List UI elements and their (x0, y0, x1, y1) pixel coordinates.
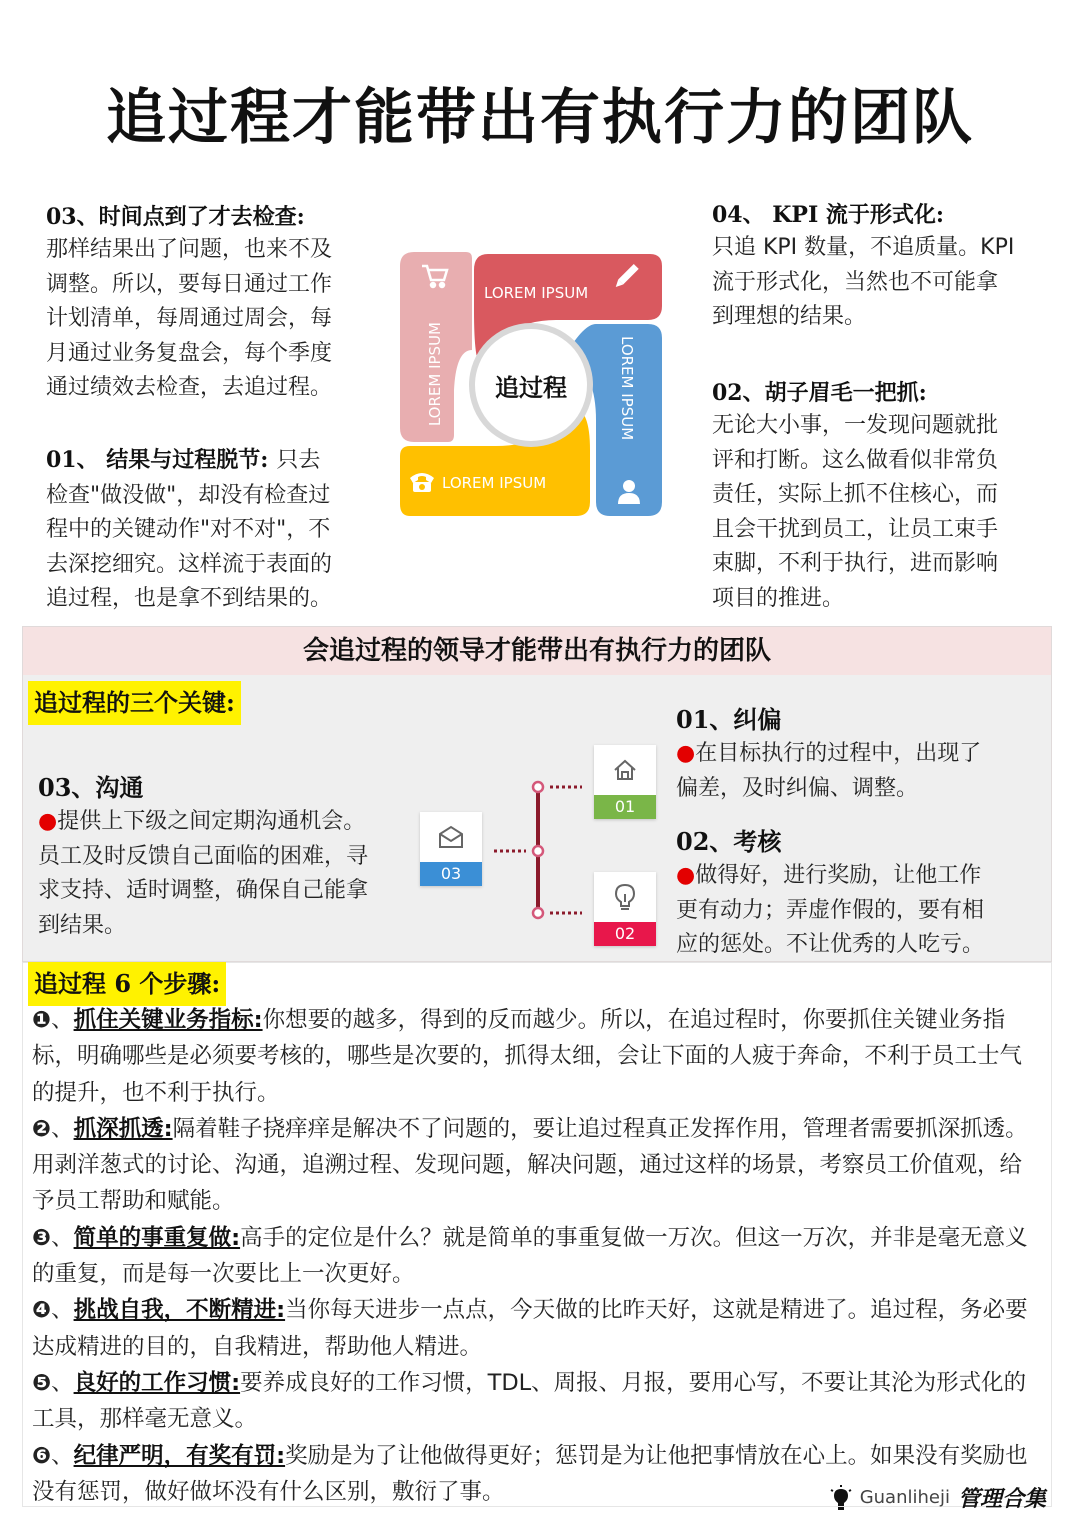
step-number-icon: ❶ (32, 1007, 52, 1033)
connector-node (533, 908, 543, 918)
key-03-line: 提供上下级之间定期沟通机会。 (57, 809, 366, 834)
problem-04-line: 只追 KPI 数量，不追质量。KPI (712, 235, 1015, 260)
problem-02-line: 责任，实际上抓不住核心，而 (712, 482, 999, 507)
diagram-top-label: LOREM IPSUM (484, 284, 589, 302)
key-points-header: 会追过程的领导才能带出有执行力的团队 (23, 627, 1051, 675)
step-number-icon: ❸ (32, 1224, 52, 1251)
key-01-line: 偏差，及时纠偏、调整。 (676, 775, 919, 801)
step-number-icon: ❹ (32, 1297, 52, 1324)
connector-node (533, 782, 543, 792)
key-02-line: 应的惩处。不让优秀的人吃亏。 (676, 932, 985, 957)
key-02-number: 02 (594, 922, 656, 946)
envelope-icon (420, 812, 482, 862)
problem-04-heading: 04、 KPI 流于形式化: (712, 202, 945, 228)
page-title: 追过程才能带出有执行力的团队 (106, 83, 974, 153)
problem-03-block (46, 200, 376, 406)
footer-brand (830, 1482, 1046, 1513)
problem-01-line: 追过程，也是拿不到结果的。 (46, 586, 333, 611)
step-text: 要养成良好的工作习惯，TDL、周报、月报，要用心写，不要让其沦为形式化的工具，那样毫无意义。 (32, 1369, 1027, 1433)
steps-label: 追过程 6 个步骤: (28, 962, 226, 1006)
step-number-icon: ❺ (32, 1369, 52, 1396)
step-item (32, 1292, 1044, 1365)
step-keyword: 纪律严明，有奖有罚: (73, 1442, 286, 1469)
step-separator: 、 (51, 1224, 74, 1251)
step-text: 奖励是为了让他做得更好；惩罚是为让他把事情放在心上。如果没有奖励也没有惩罚，做好做坏没有什么区别，敷衍了事。 (32, 1442, 1028, 1505)
problem-02-line: 束脚，不利于执行，进而影响 (712, 551, 999, 576)
problem-03-line: 月通过业务复盘会，每个季度 (46, 340, 333, 366)
key-02-line: 更有动力；弄虚作假的，要有相 (676, 897, 985, 923)
step-separator: 、 (51, 1007, 74, 1033)
key-03-heading: 03、沟通 (38, 773, 144, 802)
step-separator: 、 (51, 1297, 74, 1324)
key-03-number: 03 (420, 862, 482, 886)
problem-02-block (712, 376, 1052, 616)
key-02-heading: 02、考核 (676, 827, 782, 856)
step-text: 隔着鞋子挠痒痒是解决不了问题的，要让追过程真正发挥作用，管理者需要抓深抓透。用剥洋葱式的讨论、沟通，追溯过程、发现问题，解决问题，通过这样的场景，考察员工价值观，给予员工帮助和赋能。 (32, 1115, 1028, 1215)
step-keyword: 抓住关键业务指标: (73, 1007, 263, 1033)
key-02-badge (594, 872, 656, 946)
step-separator: 、 (51, 1442, 74, 1469)
key-01-line: 在目标执行的过程中，出现了 (695, 741, 982, 766)
process-diagram (396, 250, 666, 520)
key-01-block (676, 700, 1046, 806)
red-bullet-icon: ● (676, 741, 696, 766)
key-01-heading: 01、纠偏 (676, 705, 782, 734)
problem-02-line: 且会干扰到员工，让员工束手 (712, 516, 999, 542)
diagram-left-label: LOREM IPSUM (426, 322, 444, 427)
red-bullet-icon: ● (38, 809, 58, 834)
key-02-line: 做得好，进行奖励，让他工作 (695, 863, 982, 888)
key-points-label: 追过程的三个关键: (28, 681, 241, 725)
footer-brand-cn: 管理合集 (957, 1486, 1046, 1512)
key-03-line: 到结果。 (38, 912, 127, 938)
key-03-block (38, 768, 418, 943)
key-01-number: 01 (594, 795, 656, 819)
step-item (32, 1220, 1044, 1293)
step-number-icon: ❷ (32, 1115, 52, 1142)
step-keyword: 良好的工作习惯: (73, 1369, 241, 1396)
problem-04-block (712, 198, 1052, 335)
problem-01-heading: 01、 结果与过程脱节: (46, 447, 269, 473)
step-keyword: 抓深抓透: (73, 1115, 173, 1142)
diagram-bottom-label: LOREM IPSUM (442, 474, 547, 492)
problem-04-line: 到理想的结果。 (712, 304, 867, 329)
problem-02-line: 项目的推进。 (712, 585, 845, 611)
step-number-icon: ❻ (32, 1442, 52, 1469)
step-separator: 、 (51, 1115, 74, 1142)
red-bullet-icon: ● (676, 863, 696, 888)
problem-02-line: 评和打断。这么做看似非常负 (712, 447, 999, 473)
key-01-badge (594, 745, 656, 819)
problem-04-line: 流于形式化，当然也不可能拿 (712, 269, 999, 295)
lightbulb-logo-icon (830, 1485, 852, 1511)
step-item (32, 1002, 1044, 1111)
problem-03-line: 计划清单，每周通过周会，每 (46, 306, 333, 331)
problem-01-line: 去深挖细究。这样流于表面的 (46, 551, 333, 577)
connector-graphic (490, 780, 590, 920)
step-text: 高手的定位是什么？就是简单的事重复做一万次。但这一万次，并非是毫无意义的重复，而是每一次要比上一次更好。 (32, 1224, 1028, 1288)
problem-02-heading: 02、胡子眉毛一把抓: (712, 380, 927, 406)
step-item (32, 1365, 1044, 1438)
key-03-line: 求支持、适时调整，确保自己能拿 (38, 878, 369, 903)
step-text: 当你每天进步一点点，今天做的比昨天好，这就是精进了。追过程，务必要达成精进的目的，自我精进，帮助他人精进。 (32, 1297, 1028, 1360)
diagram-center-label: 追过程 (495, 374, 567, 402)
diagram-right-label: LOREM IPSUM (618, 336, 636, 441)
problem-03-heading: 03、时间点到了才去检查: (46, 204, 305, 230)
step-separator: 、 (51, 1369, 74, 1396)
problem-01-line: 程中的关键动作"对不对"，不 (46, 517, 331, 542)
home-icon (594, 745, 656, 795)
step-text: 你想要的越多，得到的反而越少。所以，在追过程时，你要抓住关键业务指标，明确哪些是必须要考核的，哪些是次要的，抓得太细，会让下面的人疲于奔命，不利于员工士气的提升，也不利于执行。 (32, 1007, 1023, 1106)
problem-01-inline: 只去 (276, 448, 321, 473)
key-02-block (676, 822, 1046, 963)
phone-icon (410, 473, 434, 492)
lightbulb-icon (594, 872, 656, 922)
step-keyword: 挑战自我，不断精进: (73, 1297, 286, 1324)
problem-03-line: 通过绩效去检查，去追过程。 (46, 375, 333, 400)
footer-brand-name: Guanliheji (859, 1487, 950, 1508)
problem-02-line: 无论大小事，一发现问题就批 (712, 413, 999, 438)
connector-node (533, 846, 543, 856)
key-03-badge (420, 812, 482, 886)
step-item (32, 1111, 1044, 1220)
problem-01-block (46, 443, 376, 617)
key-03-line: 员工及时反馈自己面临的困难，寻 (38, 843, 369, 869)
problem-03-line: 调整。所以，要每日通过工作 (46, 271, 333, 297)
problem-03-line: 那样结果出了问题，也来不及 (46, 237, 333, 262)
problem-01-line: 检查"做没做"，却没有检查过 (46, 482, 331, 508)
step-keyword: 简单的事重复做: (73, 1224, 241, 1251)
steps-list (32, 1002, 1044, 1510)
